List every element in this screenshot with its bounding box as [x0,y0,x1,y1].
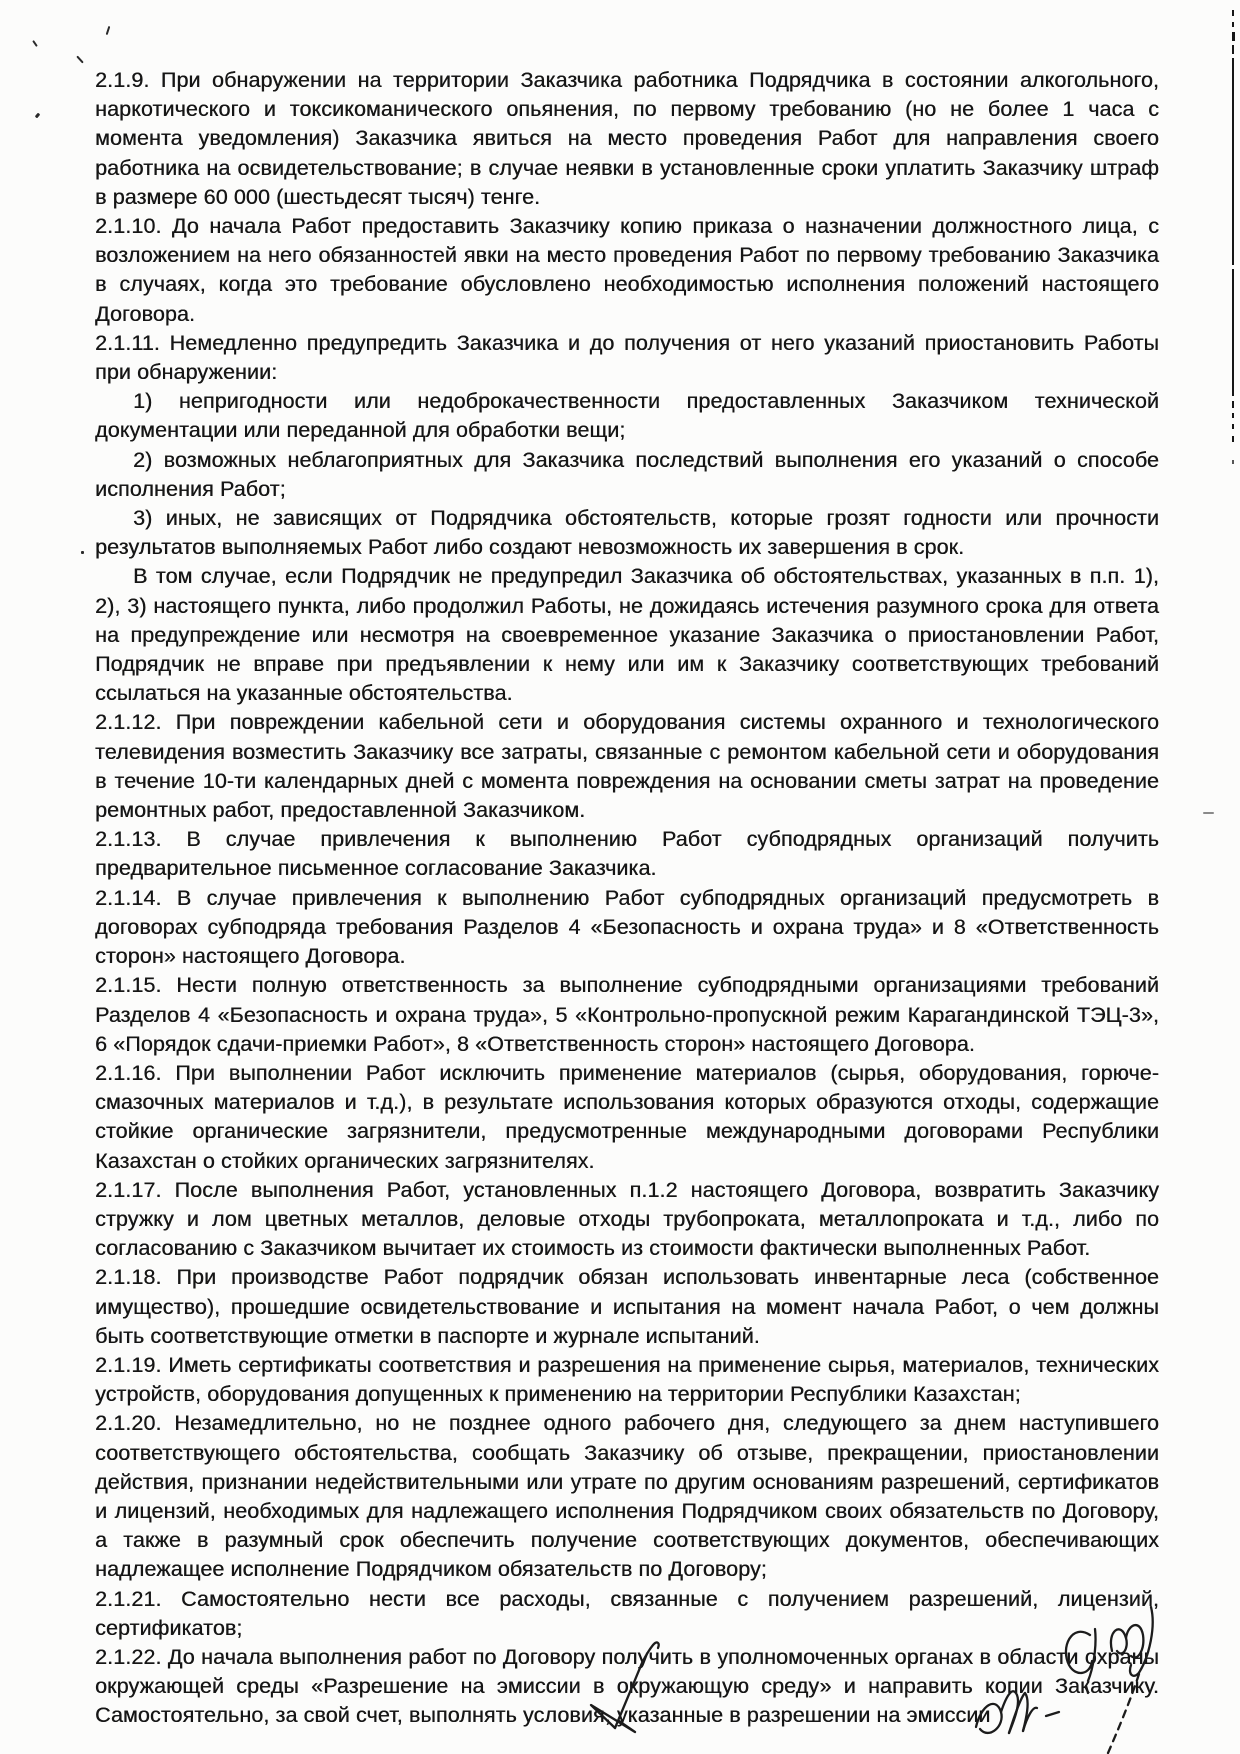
clause-2-1-18: 2.1.18. При производстве Работ подрядчик обязан использовать инвентарные леса (собственное имущество), прошедшие освидетельствование и испытания на момент начала Работ, о чем должны быть соответствующие отметки в паспорте и журнале испытаний. [95,1265,1159,1348]
contract-text-block [95,66,1159,1731]
scan-speck [32,40,38,47]
clause-2-1-22: 2.1.22. До начала выполнения работ по Договору получить в уполномоченных органах в области охраны окружающей среды «Разрешение на эмиссии в окружающую среду» и направить копии Заказчику. Самостоятельно, за свой счет, выполнять условия, указанные в разрешении на эмиссии [95,1644,1159,1728]
scan-speck [106,26,111,35]
handwritten-signature-left [545,1610,685,1750]
clause-2-1-11-item-3: 3) иных, не зависящих от Подрядчика обстоятельств, которые грозят годности или прочности результатов выполняемых Работ либо создают невозможность их завершения в срок. [95,506,1159,560]
scan-edge-mark [1232,22,1234,27]
scan-edge-mark [1232,269,1234,396]
scan-edge-mark [1232,58,1234,265]
clause-2-1-20: 2.1.20. Незамедлительно, но не позднее одного рабочего дня, следующего за днем наступившего соответствующего обстоятельства, сообщать Заказчику об отзыве, прекращении, приостановлении действия, признании недействительными или утрате по другим основаниям разрешений, сертификатов и лицензий, необходимых для надлежащего исполнения Подрядчиком своих обязательств по Договору, а также в разумный срок обеспечить получение соответствующих документов, обеспечивающих надлежащее исполнение Подрядчиком обязательств по Договору; [95,1411,1159,1582]
clause-2-1-17: 2.1.17. После выполнения Работ, установленных п.1.2 настоящего Договора, возвратить Заказчику стружку и лом цветных металлов, деловые отходы трубопроката, металлопроката и т.д., либо по согласованию с Заказчиком вычитает их стоимость из стоимости фактически выполненных Работ. [95,1177,1159,1261]
scan-edge-mark [1232,32,1235,41]
clause-2-1-13: 2.1.13. В случае привлечения к выполнению Работ субподрядных организаций получить предварительное письменное согласование Заказчика. [95,827,1159,881]
clause-2-1-14: 2.1.14. В случае привлечения к выполнению Работ субподрядных организаций предусмотреть в договорах субподряда требования Разделов 4 «Безопасность и охрана труда» и 8 «Ответственность сторон» настоящего Договора. [95,885,1159,969]
clause-2-1-12: 2.1.12. При повреждении кабельной сети и оборудования системы охранного и технологического телевидения возместить Заказчику все затраты, связанные с ремонтом кабельной сети и оборудования в течение 10-ти календарных дней с момента повреждения на основании сметы затрат на проведение ремонтных работ, предоставленной Заказчиком. [95,710,1159,823]
scan-speck [81,551,84,554]
scan-edge-mark [1232,424,1234,429]
scan-edge-mark [1232,10,1234,16]
scan-speck [1203,812,1214,814]
scan-edge-mark [1232,413,1234,418]
scan-speck [76,55,84,63]
clause-2-1-9: 2.1.9. При обнаружении на территории Заказчика работника Подрядчика в состоянии алкогольного, наркотического и токсикоманического опьянения, по первому требованию (но не более 1 часа с момента уведомления) Заказчика явиться на место проведения Работ для направления своего работника на освидетельствование; в случае неявки в установленные сроки уплатить Заказчику штраф в размере 60 000 (шестьдесят тысяч) тенге. [95,68,1159,209]
scan-edge-mark [1232,460,1234,464]
clause-2-1-21: 2.1.21. Самостоятельно нести все расходы, связанные с получением разрешений, лицензий, сертификатов; [95,1586,1159,1640]
handwritten-signature-right [950,1555,1165,1754]
clause-2-1-19: 2.1.19. Иметь сертификаты соответствия и разрешения на применение сырья, материалов, технических устройств, оборудования допущенных к применению на территории Республики Казахстан; [95,1352,1159,1407]
clause-2-1-11-item-2: 2) возможных неблагоприятных для Заказчика последствий выполнения его указаний о способе исполнения Работ; [95,447,1159,501]
clause-2-1-16: 2.1.16. При выполнении Работ исключить применение материалов (сырья, оборудования, горюче-смазочных материалов и т.д.), в результате использования которых образуются отходы, содержащие стойкие органические загрязнители, предусмотренные международными договорами Республики Казахстан о стойких органических загрязнителях. [95,1060,1159,1173]
clause-2-1-11-note: В том случае, если Подрядчик не предупредил Заказчика об обстоятельствах, указанных в п.п. 1), 2), 3) настоящего пункта, либо продолжил Работы, не дожидаясь истечения разумного срока для ответа на предупреждение или несмотря на своевременное указание Заказчика о приостановлении Работ, Подрядчик не вправе при предъявлении к нему или им к Заказчику соответствующих требований ссылаться на указанные обстоятельства. [95,564,1159,706]
scan-speck [35,113,41,119]
scan-edge-mark [1232,401,1234,408]
scan-edge-mark [1232,45,1234,54]
clause-2-1-10: 2.1.10. До начала Работ предоставить Заказчику копию приказа о назначении должностного лица, с возложением на него обязанностей явки на место проведения Работ по первому требованию Заказчика в случаях, когда это требование обусловлено необходимостью исполнения положений настоящего Договора. [95,214,1159,326]
scan-edge-mark [1232,436,1234,442]
clause-2-1-15: 2.1.15. Нести полную ответственность за выполнение субподрядными организациями требований Разделов 4 «Безопасность и охрана труда», 5 «Контрольно-пропускной режим Карагандинской ТЭЦ-3», 6 «Порядок сдачи-приемки Работ», 8 «Ответственность сторон» настоящего Договора. [95,973,1159,1056]
clause-2-1-11-item-1: 1) непригодности или недоброкачественности предоставленных Заказчиком технической документации или переданной для обработки вещи; [95,389,1159,443]
clause-2-1-11: 2.1.11. Немедленно предупредить Заказчика и до получения от него указаний приостановить Работы при обнаружении: [95,330,1159,385]
